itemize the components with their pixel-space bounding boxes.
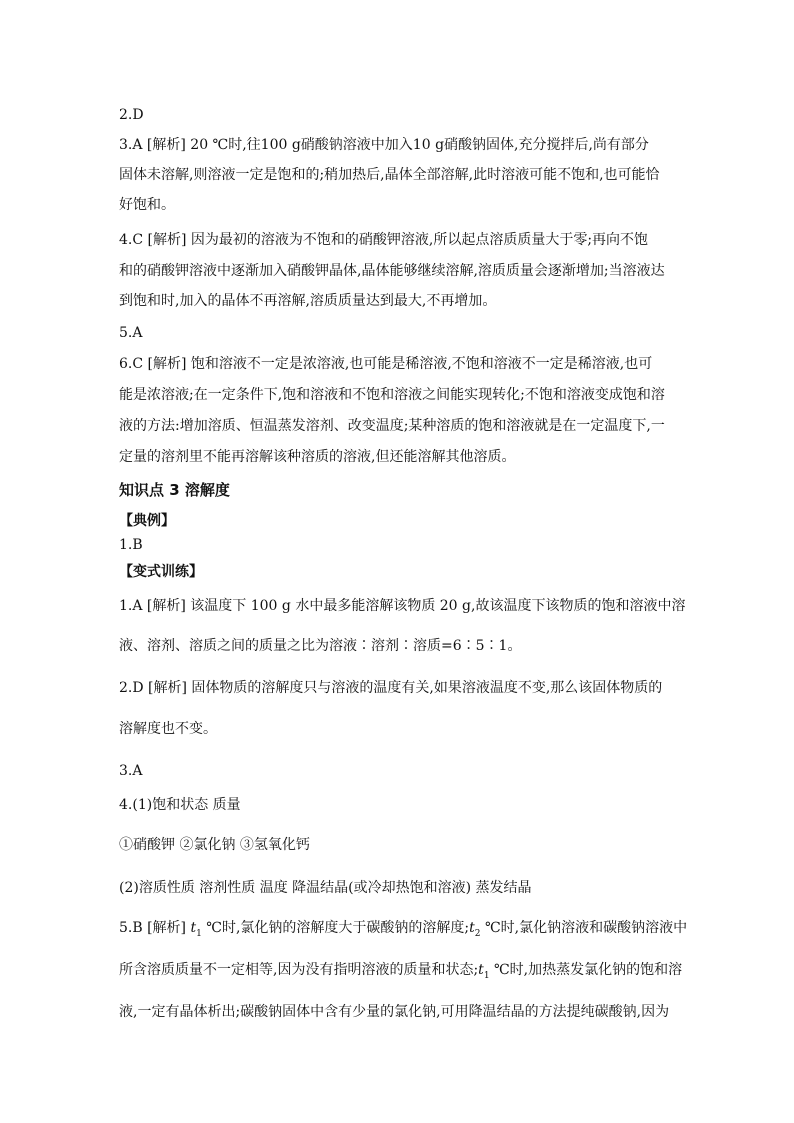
answer-line: 和的硝酸钾溶液中逐渐加入硝酸钾晶体,晶体能够继续溶解,溶质质量会逐渐增加;当溶液达 <box>119 263 665 279</box>
answer-line: 5.A <box>119 325 143 341</box>
answer-line: (2)溶质性质 溶剂性质 温度 降温结晶(或冷却热饱和溶液) 蒸发结晶 <box>119 880 532 896</box>
answer-line: 固体未溶解,则溶液一定是饱和的;稍加热后,晶体全部溶解,此时溶液可能不饱和,也可能恰 <box>119 167 660 183</box>
answer-line: 5.B [解析] $t_1$ ℃时,氯化钠的溶解度大于碳酸钠的溶解度$;t_2$ ℃时,氯化钠溶液和碳酸钠溶液中 <box>119 920 688 939</box>
answer-line: 液,一定有晶体析出;碳酸钠固体中含有少量的氯化钠,可用降温结晶的方法提纯碳酸钠,因为 <box>119 1004 670 1020</box>
answer-line: 液、溶剂、溶质之间的质量之比为溶液∶溶剂∶溶质=6∶5∶1。 <box>119 638 522 654</box>
answer-line: 好饱和。 <box>119 197 175 213</box>
answer-line: ①硝酸钾 ②氯化钠 ③氢氧化钙 <box>119 837 310 853</box>
answer-line: 6.C [解析] 饱和溶液不一定是浓溶液,也可能是稀溶液,不饱和溶液不一定是稀溶液,也可 <box>119 356 653 372</box>
answer-line: 3.A [解析] 20 ℃时,往100 g硝酸钠溶液中加入10 g硝酸钠固体,充分搅拌后,尚有部分 <box>119 137 649 153</box>
answer-line: 3.A <box>119 763 143 779</box>
answer-line: 4.C [解析] 因为最初的溶液为不饱和的硝酸钾溶液,所以起点溶质质量大于零;再向不饱 <box>119 232 649 248</box>
answer-line: 2.D <box>119 107 144 123</box>
answer-line: 所含溶质质量不一定相等,因为没有指明溶液的质量和状态$;t_1$ ℃时,加热蒸发氯化钠的饱和溶 <box>119 962 683 981</box>
answer-line: 到饱和时,加入的晶体不再溶解,溶质质量达到最大,不再增加。 <box>119 293 497 309</box>
training-label: 【变式训练】 <box>119 564 203 580</box>
answer-line: 能是浓溶液;在一定条件下,饱和溶液和不饱和溶液之间能实现转化;不饱和溶液变成饱和溶 <box>119 387 665 403</box>
answer-line: 1.A [解析] 该温度下 100 g 水中最多能溶解该物质 20 g,故该温度下该物质的饱和溶液中溶 <box>119 598 686 614</box>
answer-line: 2.D [解析] 固体物质的溶解度只与溶液的温度有关,如果溶液温度不变,那么该固体物质的 <box>119 680 663 696</box>
section-heading: 知识点 3 溶解度 <box>119 481 230 499</box>
example-answer: 1.B <box>119 537 143 553</box>
answer-line: 溶解度也不变。 <box>119 721 217 737</box>
answer-line: 定量的溶剂里不能再溶解该种溶质的溶液,但还能溶解其他溶质。 <box>119 449 516 465</box>
answer-line: 液的方法:增加溶质、恒温蒸发溶剂、改变温度;某种溶质的饱和溶液就是在一定温度下,一 <box>119 418 665 434</box>
example-label: 【典例】 <box>119 513 175 529</box>
answer-line: 4.(1)饱和状态 质量 <box>119 797 241 813</box>
